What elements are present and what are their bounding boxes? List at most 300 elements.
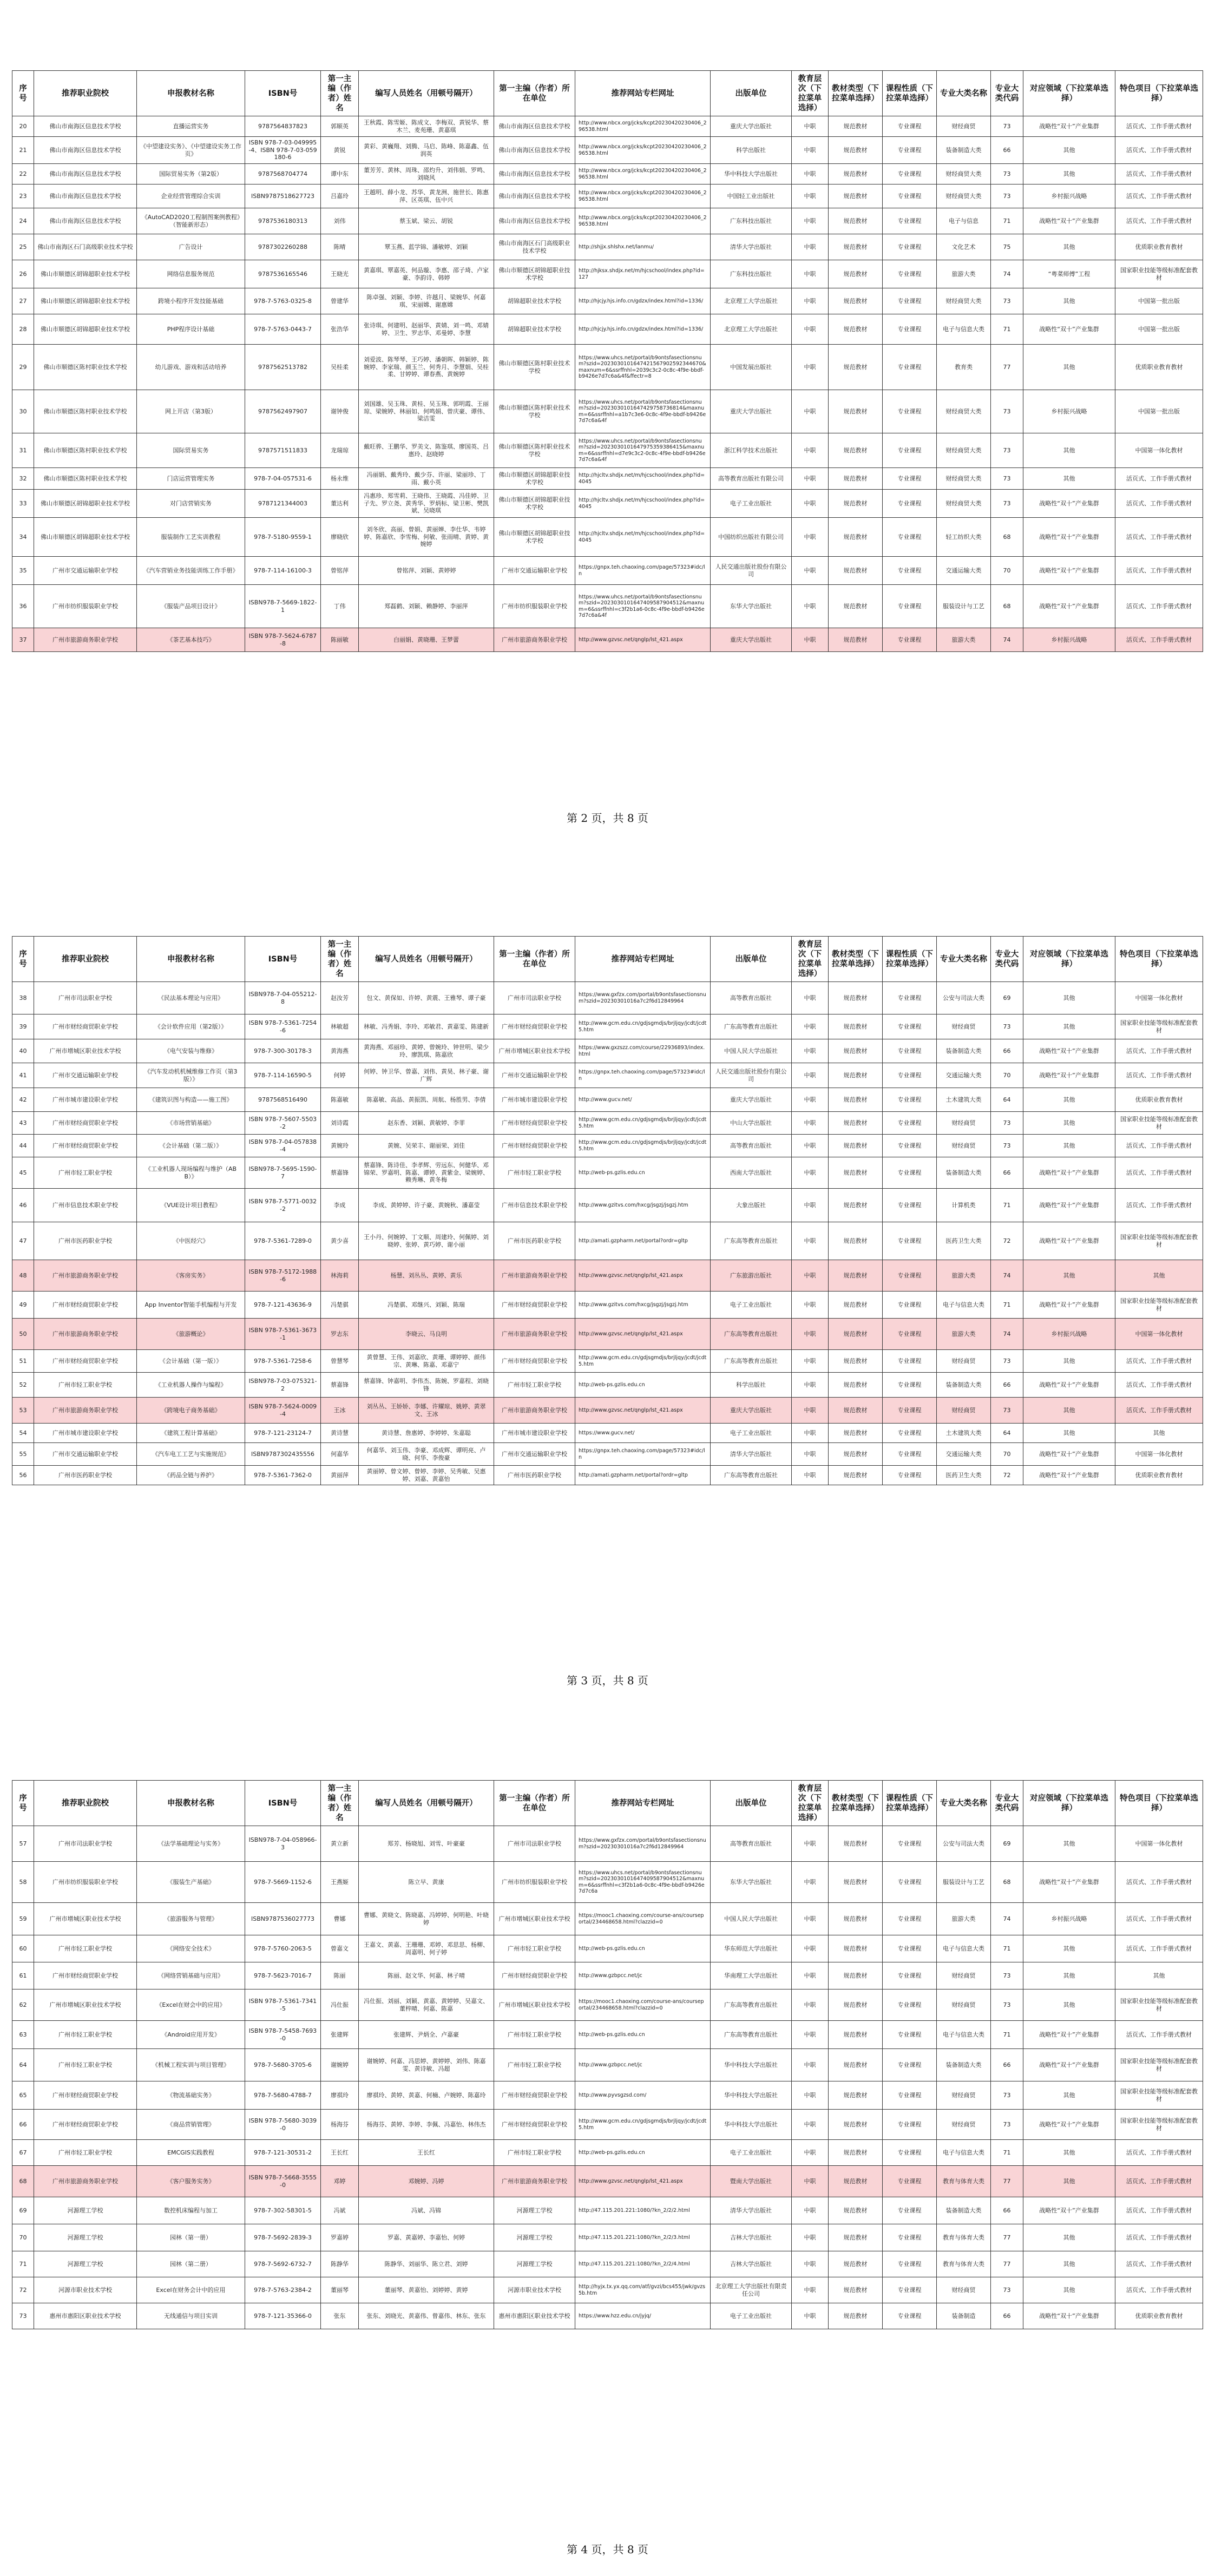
table-cell: 77 [991,345,1023,390]
table-cell: ISBN978-7-03-075321-2 [245,1373,321,1398]
table-cell: 广州市旅游商务职业学校 [494,2166,575,2197]
table-cell: 王嘉文、黄嘉、王珊珊、邓婷、邓思思、杨柳、周嘉明、何子婷 [359,1935,494,1962]
table-cell: ISBN978-7-5669-1822-1 [245,585,321,628]
table-cell: 67 [12,2140,34,2166]
table-cell: 战略性“双十”产业集群 [1023,2021,1115,2049]
table-cell: 冯楚骐 [321,1292,359,1319]
table-cell: 专业课程 [883,1014,937,1039]
table-cell: 9787562497907 [245,390,321,433]
table-cell: 中职 [792,982,829,1014]
table-cell-url: http://hjcltv.shdjx.net/m/hjcschool/index.php?id=4045 [575,490,711,518]
table-cell: 刘诗霞 [321,1112,359,1135]
table-cell: 胡锦超职业技术学校 [494,288,575,314]
table-cell: 广州市财经商贸职业学校 [34,1014,137,1039]
table-cell: 广州市轻工职业学校 [494,2140,575,2166]
table-cell: 25 [12,234,34,260]
table-cell: 9787562513782 [245,345,321,390]
table-cell: 中职 [792,1039,829,1063]
table-cell: 71 [991,314,1023,345]
table-cell: 战略性“双十”产业集群 [1023,1039,1115,1063]
table-cell: ISBN 978-7-5361-7254-6 [245,1014,321,1039]
table-cell: 69 [12,2197,34,2224]
table-cell: ISBN9787536027773 [245,1903,321,1935]
table-cell: 978-7-04-057531-6 [245,468,321,490]
table-cell: 《VUE设计项目教程》 [137,1189,245,1222]
table-cell: 广州市纺织服装职业学校 [494,1862,575,1903]
table-cell: 74 [991,628,1023,652]
table-cell: 中职 [792,345,829,390]
table-cell: 77 [991,2224,1023,2251]
table-cell: 9787568704774 [245,164,321,185]
table-cell: 河源理工学校 [34,2224,137,2251]
table-cell: 广州市财经商贸职业学校 [34,2081,137,2110]
column-header: ISBN号 [245,71,321,116]
column-header: 序号 [12,1781,34,1826]
table-cell: 规范教材 [829,1088,883,1112]
table-cell: 73 [991,1962,1023,1989]
table-cell: 专业课程 [883,1112,937,1135]
table-cell: ISBN9787518627723 [245,185,321,208]
table-cell: 李成 [321,1189,359,1222]
table-cell: 规范教材 [829,1935,883,1962]
table-cell: 教育类 [937,345,991,390]
table-cell: 规范教材 [829,2049,883,2081]
table-cell: 包文、黄保如、许婷、黄震、王雅琴、谭子豪 [359,982,494,1014]
table-cell: 张东 [321,2303,359,2329]
table-row [12,1189,1203,1222]
table-cell: 9787564837823 [245,116,321,137]
column-header: 申报教材名称 [137,937,245,982]
table-cell-url: http://www.gzvsc.net/qnglp/lst_421.aspx [575,628,711,652]
table-cell: 73 [12,2303,34,2329]
table-cell: 财经商贸大类 [937,468,991,490]
table-cell: 72 [991,1466,1023,1485]
table-cell: 佛山市南海区信息技术学校 [494,185,575,208]
table-cell: 规范教材 [829,164,883,185]
table-cell: 活页式、工作手册式教材 [1115,1935,1203,1962]
table-cell: 装备制造大类 [937,1373,991,1398]
table-cell: 36 [12,585,34,628]
table-cell: 规范教材 [829,2277,883,2303]
table-cell: 29 [12,345,34,390]
table-cell: 活页式、工作手册式教材 [1115,1398,1203,1424]
table-cell: 广州市轻工职业学校 [34,2140,137,2166]
table-cell: 广州市轻工职业学校 [34,1935,137,1962]
table-cell: 978-7-5361-7362-0 [245,1466,321,1485]
table-cell: 专业课程 [883,1373,937,1398]
table-row [12,518,1203,557]
table-cell: 直播运营实务 [137,116,245,137]
table-cell: 24 [12,208,34,234]
table-row [12,1989,1203,2021]
table-cell: 其他 [1023,2251,1115,2277]
table-cell: 陈立早、黄康 [359,1862,494,1903]
table-cell: 战略性“双十”产业集群 [1023,2049,1115,2081]
table-cell: 66 [991,1373,1023,1398]
table-cell: 73 [991,1398,1023,1424]
column-header: 推荐职业院校 [34,71,137,116]
table-cell: 服装设计与工艺 [937,1862,991,1903]
table-cell: 广东科技出版社 [711,208,792,234]
table-cell: 68 [991,518,1023,557]
table-cell: 规范教材 [829,1466,883,1485]
table-cell: 规范教材 [829,2081,883,2110]
table-cell: 杨海芬 [321,2110,359,2140]
table-cell: 黄彩、黄巍翔、刘腾、马启、陈峰、陈嘉鑫、伍润英 [359,137,494,164]
table-cell-url: https://mooc1.chaoxing.com/course-ans/courseportal/234468658.html?clazzid=0 [575,1903,711,1935]
table-cell: 73 [991,116,1023,137]
table-cell: 《会计基础（第一版）》 [137,1350,245,1373]
table-cell: 64 [991,1088,1023,1112]
column-header: 推荐网站专栏网址 [575,937,711,982]
column-header: 教材类型（下拉菜单选择） [829,1781,883,1826]
table-cell: 规范教材 [829,518,883,557]
table-cell: 黄海燕、邓丽珍、黄婷、曾婉玲、钟世明、梁少玲、廖凯琪、陈嘉欣 [359,1039,494,1063]
table-cell: 华中科技大学出版社 [711,2081,792,2110]
table-cell-url: https://www.uhcs.net/portal/b9ontsfasectionsnum?szid=2023030101647409587904512&maxnum=6&ssrffnhl=c3f2b1a6-0c8c-4f9e-bbdf-b9426e7d7c6a [575,1862,711,1903]
table-cell: 科学出版社 [711,1373,792,1398]
table-row [12,116,1203,137]
table-row [12,234,1203,260]
table-row [12,260,1203,288]
table-cell: 广州市旅游商务职业学校 [494,1319,575,1350]
table-cell: 园林（第一册） [137,2224,245,2251]
table-cell: 广州市城市建设职业学校 [494,1424,575,1443]
table-cell: 978-7-5680-3705-6 [245,2049,321,2081]
table-cell: 黄海燕 [321,1039,359,1063]
table-cell: 广州市城市建设职业学校 [34,1088,137,1112]
table-cell: 专业课程 [883,116,937,137]
table-cell: 广州市司法职业学校 [494,1826,575,1862]
table-cell: 《商品营销管理》 [137,2110,245,2140]
table-cell: 规范教材 [829,1373,883,1398]
table-cell: 中国人民大学出版社 [711,1903,792,1935]
table-cell: 广州市旅游商务职业学校 [34,628,137,652]
table-cell: 规范教材 [829,1350,883,1373]
table-cell: 专业课程 [883,2081,937,2110]
table-row-highlighted [12,1398,1203,1424]
table-cell: 专业课程 [883,468,937,490]
table-cell: 《Android应用开发》 [137,2021,245,2049]
table-cell: 69 [991,1826,1023,1862]
table-cell: 活页式、工作手册式教材 [1115,2021,1203,2049]
column-header: 推荐职业院校 [34,937,137,982]
table-cell: 22 [12,164,34,185]
table-cell: 财经商贸大类 [937,164,991,185]
table-cell: 活页式、工作手册式教材 [1115,1039,1203,1063]
table-row [12,1350,1203,1373]
table-cell: 64 [12,2049,34,2081]
table-cell: 规范教材 [829,137,883,164]
table-cell: 佛山市顺德区陈村职业技术学校 [494,345,575,390]
table-cell: 活页式、工作手册式教材 [1115,1862,1203,1903]
table-cell: 73 [991,1014,1023,1039]
table-cell: 专业课程 [883,2224,937,2251]
table-cell: 广东科技出版社 [711,260,792,288]
table-cell: 广东高等教育出版社 [711,1350,792,1373]
table-row [12,185,1203,208]
table-cell: 《客户服务实务》 [137,2166,245,2197]
table-cell-url: http://hjcjy.hjs.info.cn/gdzx/index.html?id=1336/ [575,314,711,345]
table-cell: 广州市旅游商务职业学校 [34,2166,137,2197]
table-cell: 活页式、工作手册式教材 [1115,1135,1203,1157]
table-cell: 佛山市南海区信息技术学校 [494,137,575,164]
table-cell: 42 [12,1088,34,1112]
table-cell: 公安与司法大类 [937,1826,991,1862]
table-cell: 978-7-5763-0325-8 [245,288,321,314]
table-cell: ISBN 978-7-5458-7693-0 [245,2021,321,2049]
table-cell-url: https://gnpx.teh.chaoxing.com/page/57323#idc/ln [575,557,711,585]
column-header: 推荐网站专栏网址 [575,1781,711,1826]
table-cell: 陈嘉敏 [321,1088,359,1112]
table-cell: 佛山市南海区石门高级职业技术学校 [34,234,137,260]
table-cell: 34 [12,518,34,557]
table-cell-url: http://www.gzvsc.net/qnglp/lst_421.aspx [575,1260,711,1292]
table-cell: 71 [991,208,1023,234]
column-header: 教材类型（下拉菜单选择） [829,71,883,116]
table-cell: 活页式、工作手册式教材 [1115,1350,1203,1373]
table-cell-url: http://hjcltv.shdjx.net/m/hjcschool/index.php?id=4045 [575,468,711,490]
table-cell: 佛山市顺德区陈村职业技术学校 [34,433,137,468]
table-cell: 郑芳、杨晓旭、刘雪、叶豪豪 [359,1826,494,1862]
table-cell: 文化艺术 [937,234,991,260]
table-cell: 中职 [792,288,829,314]
table-cell-url: https://www.uhcs.net/portal/b9ontsfasectionsnum?szid=2023030101647975359386415&maxnum=6&ssrffnhl=d7e9c3c2-0c8c-4f9e-bbdf-b9426e7d7c6a&4f [575,433,711,468]
table-cell: 佛山市南海区信息技术学校 [494,116,575,137]
table-cell: 中国第一体化教材 [1115,982,1203,1014]
column-header: 第一主编（作者）所在单位 [494,1781,575,1826]
table-cell: 佛山市南海区信息技术学校 [34,208,137,234]
table-cell: 规范教材 [829,1157,883,1189]
table-cell: 刘爱波、陈琴琴、王巧婷、潘朝晖、韩颖婷、陈婉婷、李家瑞、颜玉兰、何秀月、李慧娟、吴桂柔、甘婷婷、谭春燕、黄婉婷 [359,345,494,390]
table-cell: 58 [12,1862,34,1903]
table-cell: 60 [12,1935,34,1962]
sheet-page-4 [0,1688,1215,2576]
table-cell: 广州市轻工职业学校 [494,1935,575,1962]
table-cell: 对门店营销实务 [137,490,245,518]
table-cell: 冯丽娟、戴秀玲、戴少芬、许丽、梁丽珍、丁雨、戴小英 [359,468,494,490]
table-cell: 陈晴 [321,234,359,260]
table-cell: 国际贸易实务 [137,433,245,468]
table-cell: 26 [12,260,34,288]
table-cell: 30 [12,390,34,433]
table-cell: 专业课程 [883,585,937,628]
table-cell: 陈嘉敏、高晶、黄振凯、周航、杨胜男、李倩 [359,1088,494,1112]
table-cell: 广州市信息技术职业学校 [494,1189,575,1222]
table-row-highlighted [12,2166,1203,2197]
table-cell: 中职 [792,1135,829,1157]
table-cell: 活页式、工作手册式教材 [1115,208,1203,234]
table-cell: 财经商贸大类 [937,390,991,433]
table-cell: 中职 [792,1935,829,1962]
table-cell: 73 [991,390,1023,433]
table-cell: 73 [991,288,1023,314]
table-cell: 刘冬欣、高丽、曾娟、黄丽婵、李仕华、韦婷婷、陈嘉欣、李雪梅、何敏、张雨晴、黄婷、黄婉婷 [359,518,494,557]
table-cell: 董丽琴、黄嘉怡、刘婷婷、黄婷 [359,2277,494,2303]
table-cell: 李晓云、马良明 [359,1319,494,1350]
table-cell: 45 [12,1157,34,1189]
table-cell: 教育与体育大类 [937,2166,991,2197]
table-cell: 佛山市南海区信息技术学校 [34,185,137,208]
table-cell: 中职 [792,490,829,518]
table-cell: 规范教材 [829,1292,883,1319]
table-row [12,137,1203,164]
table-cell: 规范教材 [829,1962,883,1989]
column-header: 编写人员姓名（用顿号隔开） [359,1781,494,1826]
table-cell: 重庆大学出版社 [711,1088,792,1112]
table-cell: 规范教材 [829,2224,883,2251]
table-cell: 其他 [1023,234,1115,260]
table-cell: 中职 [792,1014,829,1039]
table-cell: 董丽琴 [321,2277,359,2303]
table-cell: 《物流基础实务》 [137,2081,245,2110]
column-header: 对应领域（下拉菜单选择） [1023,937,1115,982]
table-cell-url: http://hjcjy.hjs.info.cn/gdzx/index.html?id=1336/ [575,288,711,314]
table-cell: 59 [12,1903,34,1935]
table-cell: ISBN9787302435556 [245,1443,321,1466]
column-header: ISBN号 [245,937,321,982]
table-cell-url: http://www.gcm.edu.cn/gdjsgmdjs/brjljqy/jcdt/jcdt5.htm [575,1112,711,1135]
table-cell: 战略性“双十”产业集群 [1023,1222,1115,1260]
table-cell: 佛山市顺德区陈村职业技术学校 [34,468,137,490]
table-cell: 张浩华 [321,314,359,345]
table-row [12,433,1203,468]
table-cell: 佛山市顺德区胡锦超职业技术学校 [494,260,575,288]
table-cell: 中国第一体化教材 [1115,433,1203,468]
table-cell: 何婷 [321,1063,359,1088]
table-cell: 978-7-121-23124-7 [245,1424,321,1443]
table-cell: 其他 [1023,345,1115,390]
table-cell: 广州市司法职业学校 [34,982,137,1014]
table-cell: 46 [12,1189,34,1222]
table-cell: 华东师范大学出版社 [711,1935,792,1962]
column-header: 编写人员姓名（用顿号隔开） [359,71,494,116]
table-cell: 战略性“双十”产业集群 [1023,1063,1115,1088]
table-cell: 林敏超 [321,1014,359,1039]
table-cell: 《中望建设实务》、《中望建设实务工作页》 [137,137,245,164]
column-header: 推荐网站专栏网址 [575,71,711,116]
table-cell: 中职 [792,1962,829,1989]
table-cell: 中职 [792,2303,829,2329]
table-cell: 活页式、工作手册式教材 [1115,164,1203,185]
table-cell: ISBN978-7-04-058966-3 [245,1826,321,1862]
table-cell: 978-7-5361-7258-6 [245,1350,321,1373]
column-header: 序号 [12,937,34,982]
table-cell: 中职 [792,557,829,585]
table-cell: 广州市财经商贸职业学校 [494,1292,575,1319]
table-cell: 专业课程 [883,1319,937,1350]
table-cell: 河源市职业技术学校 [34,2277,137,2303]
table-cell: 50 [12,1319,34,1350]
table-cell-url: http://www.gzbpcc.net/jc [575,1962,711,1989]
table-cell: 刘国雄、吴玉珠、黄桂、吴玉珠、郭明霞、王丽琼、梁婉婷、林丽如、何鸣娟、曾庆豪、谭伟、梁洁雯 [359,390,494,433]
table-cell: 谢婉婷 [321,2049,359,2081]
table-cell: 王长红 [359,2140,494,2166]
table-cell: ISBN 978-7-03-049995-4、ISBN 978-7-03-059180-6 [245,137,321,164]
table-cell: 邓婷 [321,2166,359,2197]
table-cell-url: http://web-ps.gzlis.edu.cn [575,1157,711,1189]
table-cell: 专业课程 [883,1189,937,1222]
table-cell: ISBN 978-7-5624-6787-8 [245,628,321,652]
table-cell-url: https://gnpx.teh.chaoxing.com/page/57323#idc/ln [575,1063,711,1088]
table-cell: 董芳芳、黄林、周珠、邵灼升、刘伟娟、罗鸣、刘晓风 [359,164,494,185]
table-cell: ISBN 978-7-5361-3673-1 [245,1319,321,1350]
table-cell: 杨永维 [321,468,359,490]
table-row [12,468,1203,490]
table-cell: 王燕姬 [321,1862,359,1903]
table-cell: 其他 [1023,2224,1115,2251]
table-cell: 978-7-5623-7016-7 [245,1962,321,1989]
table-cell: 72 [991,1222,1023,1260]
table-cell: 9787302260288 [245,234,321,260]
table-cell: 规范教材 [829,116,883,137]
table-cell: 佛山市顺德区胡锦超职业技术学校 [34,260,137,288]
table-cell: 中职 [792,234,829,260]
table-row [12,288,1203,314]
table-cell: 52 [12,1373,34,1398]
table-cell: 广州市财经商贸职业学校 [494,1112,575,1135]
table-cell-url: https://www.uhcs.net/portal/b9ontsfasectionsnum?szid=2023030101647429758736814&maxnum=6&ssrffnhl=a1b7c3e6-0c8c-4f9e-bbdf-b9426e7d7c6a&4f [575,390,711,433]
table-cell: 谢婉婷、何嘉、冯思婷、黄婷婷、刘伟、陈嘉雯、黄诗敏、冯超 [359,2049,494,2081]
table-cell: 服装设计与工艺 [937,585,991,628]
table-cell: 《会计软件应用（第2版）》 [137,1014,245,1039]
table-cell: 规范教材 [829,390,883,433]
table-cell: 66 [12,2110,34,2140]
table-cell-url: http://web-ps.gzlis.edu.cn [575,2021,711,2049]
table-cell: 黄曾慧、王伟、刘嘉欣、黄珊、谭婷婷、颜伟宗、黄琳、陈嘉、邓嘉宁 [359,1350,494,1373]
table-cell: 冯仕振、刘丽、刘颖、黄嘉、黄婷婷、吴嘉文、董梓晴、何嘉、陈嘉 [359,1989,494,2021]
table-cell: 中职 [792,1424,829,1443]
table-cell: 中国轻工业出版社 [711,185,792,208]
table-cell: 规范教材 [829,2021,883,2049]
table-cell: 39 [12,1014,34,1039]
table-cell: 978-7-5760-2063-5 [245,1935,321,1962]
table-cell: 其他 [1023,2081,1115,2110]
column-header: 出版单位 [711,71,792,116]
table-row [12,2049,1203,2081]
table-cell: 规范教材 [829,585,883,628]
table-cell: 廖晓欣 [321,518,359,557]
table-cell: 44 [12,1135,34,1157]
table-row-highlighted [12,628,1203,652]
table-cell: 48 [12,1260,34,1292]
table-row [12,1424,1203,1443]
column-header: 第一主编（作者）姓名 [321,71,359,116]
table-cell: 优质职业教育教材 [1115,1466,1203,1485]
table-cell: 73 [991,1989,1023,2021]
table-cell-url: http://web-ps.gzlis.edu.cn [575,2140,711,2166]
table-cell-url: http://47.115.201.221:1080/?kn_2/2/3.html [575,2224,711,2251]
table-cell: 专业课程 [883,164,937,185]
table-cell: 电子工业出版社 [711,2303,792,2329]
table-cell-url: http://www.gzvsc.net/qnglp/lst_421.aspx [575,2166,711,2197]
table-cell-url: http://www.gzbpcc.net/jc [575,2049,711,2081]
table-cell: 曾铭萍 [321,557,359,585]
table-cell: 轻工纺织大类 [937,518,991,557]
table-cell: 规范教材 [829,2110,883,2140]
table-cell: 专业课程 [883,1424,937,1443]
table-cell: 优质职业教育教材 [1115,234,1203,260]
table-cell: 陈静华 [321,2251,359,2277]
table-cell: 广州市交通运输职业学校 [34,1063,137,1088]
table-cell: 优质职业教育教材 [1115,1088,1203,1112]
table-cell: 乡村振兴战略 [1023,185,1115,208]
table-row [12,585,1203,628]
table-cell: 财经商贸大类 [937,433,991,468]
table-cell-url: http://web-ps.gzlis.edu.cn [575,1935,711,1962]
table-cell: 黄少喜 [321,1222,359,1260]
table-cell: 规范教材 [829,1424,883,1443]
